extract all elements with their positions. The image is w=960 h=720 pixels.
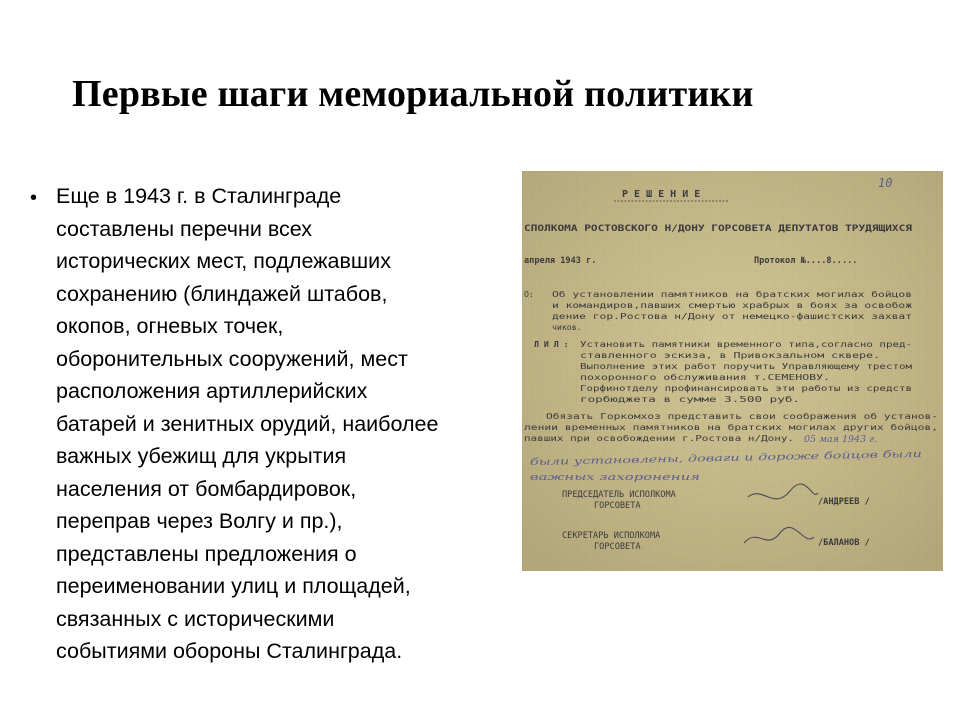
bullet-line: переправ через Волгу и пр.), — [56, 509, 343, 533]
doc-handwriting-line: важных захоронения — [530, 472, 700, 483]
doc-signature-org: ГОРСОВЕТА — [594, 501, 641, 511]
doc-obligation-line: павших при освобождении г.Ростова н/Дону. — [524, 433, 794, 443]
doc-about-line: чиков. — [552, 322, 582, 332]
bullet-paragraph — [56, 180, 536, 668]
doc-decided-line: похоронного обслуживания т.СЕМЕНОВУ. — [580, 372, 830, 382]
slide-title: Первые шаги мемориальной политики — [72, 73, 754, 115]
bullet-line: сохранению (блиндажей штабов, — [56, 281, 388, 306]
archival-document-photo — [522, 171, 943, 571]
bullet-line: расположения артиллерийских — [56, 379, 368, 403]
bullet-line: переименовании улиц и площадей, — [56, 574, 411, 598]
bullet-marker: • — [30, 187, 38, 209]
doc-decided-label: Л И Л : — [534, 339, 569, 349]
doc-about-label: О: — [524, 289, 534, 299]
doc-signature-role: СЕКРЕТАРЬ ИСПОЛКОМА — [562, 531, 661, 541]
bullet-line: оборонительных сооружений, мест — [56, 346, 408, 371]
bullet-line: событиями обороны Сталинграда. — [56, 639, 403, 663]
bullet-line: важных убежищ для укрытия — [56, 444, 347, 468]
doc-issuer: СПОЛКОМА РОСТОВСКОГО Н/ДОНУ ГОРСОВЕТА ДЕПУТАТОВ ТРУДЯЩИХСЯ — [524, 224, 912, 234]
doc-signature-role: ПРЕДСЕДАТЕЛЬ ИСПОЛКОМА — [562, 490, 676, 500]
bullet-line: батарей и зенитных орудий, наиболее — [56, 411, 439, 436]
doc-protocol: Протокол №....8..... — [754, 256, 858, 266]
doc-date: апреля 1943 г. — [524, 256, 597, 266]
bullet-line: населения от бомбардировок, — [56, 476, 357, 501]
bullet-line: представлены предложения о — [56, 541, 357, 566]
doc-decided-line: горбюджета в сумме 3.500 руб. — [580, 394, 800, 404]
doc-about-line: и командиров,павших смертью храбрых в боях за освобож — [552, 300, 913, 310]
doc-signature-name: /АНДРЕЕВ / — [818, 497, 870, 507]
doc-signature-org: ГОРСОВЕТА — [594, 542, 641, 552]
bullet-line: исторических мест, подлежавших — [56, 249, 391, 273]
bullet-line: окопов, огневых точек, — [56, 314, 284, 338]
doc-obligation-line: Обязать Горкомхоз представить свои соображения об установ- — [546, 411, 938, 421]
doc-handwriting-line: были установлены, доваги и дороже бойцов были — [529, 451, 787, 469]
bullet-line: связанных с историческими — [56, 606, 335, 631]
doc-obligation-line: лении временных памятников на братских могилах других бойцов, — [524, 422, 938, 432]
doc-signature-name: /БАЛАНОВ / — [818, 538, 870, 548]
doc-about-line: дение гор.Ростова н/Дону от немецко-фашистских захват — [552, 311, 913, 321]
doc-about-line: Об установлении памятников на братских могилах бойцов — [552, 289, 913, 299]
doc-handwriting-line: 05 мая 1943 г. — [804, 434, 877, 445]
doc-decided-line: Установить памятники временного типа,согласно пред- — [580, 339, 912, 349]
doc-decided-line: Горфинотделу профинансировать эти работы из средств — [580, 383, 913, 393]
doc-heading: Р Е Ш Е Н И Е — [622, 189, 701, 200]
doc-decided-line: ставленного эскиза, в Привокзальном сквере. — [580, 350, 880, 360]
doc-corner-mark: 10 — [878, 176, 893, 190]
bullet-line: составлены перечни всех — [56, 216, 313, 241]
doc-decided-line: Выполнение этих работ поручить Управляющему трестом — [580, 361, 913, 371]
bullet-line: Еще в 1943 г. в Сталинграде — [56, 184, 342, 208]
